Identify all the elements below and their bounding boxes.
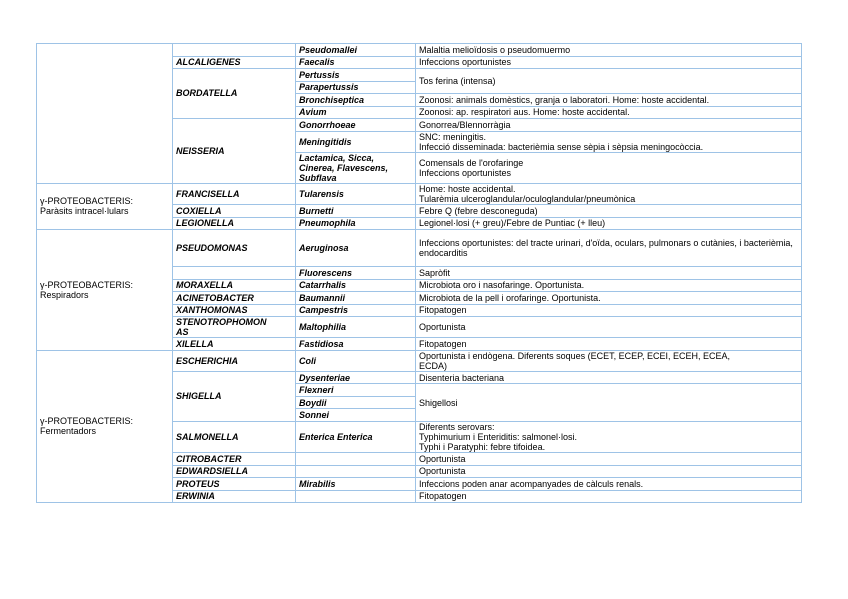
genus-cell: BORDATELLA — [173, 69, 296, 119]
species-cell: Catarrhalis — [296, 279, 416, 292]
genus-cell: SHIGELLA — [173, 371, 296, 421]
species-cell: Meningitidis — [296, 131, 416, 152]
species-cell: Sonnei — [296, 409, 416, 422]
species-cell: Boydii — [296, 396, 416, 409]
description-cell: Legionel·losi (+ greu)/Febre de Puntiac (+ lleu) — [416, 217, 802, 230]
group-cell: γ-PROTEOBACTERIS: Respiradors — [37, 230, 173, 351]
description-cell: Diferents serovars: Typhimurium i Enteriditis: salmonel·losi. Typhi i Paratyphi: febre tifoidea. — [416, 421, 802, 452]
description-cell: Shigellosi — [416, 384, 802, 422]
species-cell: Avium — [296, 106, 416, 119]
genus-cell: EDWARDSIELLA — [173, 465, 296, 478]
genus-cell — [173, 267, 296, 280]
description-cell: Fitopatogen — [416, 490, 802, 503]
genus-cell: ALCALIGENES — [173, 56, 296, 69]
species-cell: Maltophilia — [296, 317, 416, 338]
bacteria-table — [36, 43, 802, 503]
table-row — [37, 350, 802, 371]
species-cell — [296, 453, 416, 466]
species-cell: Coli — [296, 350, 416, 371]
genus-cell: MORAXELLA — [173, 279, 296, 292]
species-cell: Mirabilis — [296, 478, 416, 491]
description-cell: Oportunista — [416, 317, 802, 338]
genus-cell: XANTHOMONAS — [173, 304, 296, 317]
description-cell: Disenteria bacteriana — [416, 371, 802, 384]
description-cell: Sapròfit — [416, 267, 802, 280]
species-cell: Faecalis — [296, 56, 416, 69]
group-cell: γ-PROTEOBACTERIS: Paràsits intracel·lulars — [37, 183, 173, 229]
description-cell: Oportunista — [416, 465, 802, 478]
description-cell: Fitopatogen — [416, 304, 802, 317]
species-cell: Lactamica, Sicca, Cinerea, Flavescens, Subflava — [296, 152, 416, 183]
genus-cell: FRANCISELLA — [173, 183, 296, 204]
genus-cell: XILELLA — [173, 338, 296, 351]
description-cell: Comensals de l'orofaringe Infeccions oportunistes — [416, 152, 802, 183]
description-cell: Microbiota de la pell i orofaringe. Oportunista. — [416, 292, 802, 305]
species-cell: Parapertussis — [296, 81, 416, 94]
description-cell: Fitopatogen — [416, 338, 802, 351]
species-cell: Enterica Enterica — [296, 421, 416, 452]
description-cell: Gonorrea/Blennorràgia — [416, 119, 802, 132]
description-cell: Infeccions oportunistes: del tracte urinari, d'oïda, oculars, pulmonars o cutànies, i bacterièmia, endocarditis — [416, 230, 802, 267]
table-row — [37, 183, 802, 204]
description-cell: Oportunista i endògena. Diferents soques (ECET, ECEP, ECEI, ECEH, ECEA, ECDA) — [416, 350, 802, 371]
table-row — [37, 230, 802, 267]
group-cell: γ-PROTEOBACTERIS: Fermentadors — [37, 350, 173, 502]
species-cell: Pertussis — [296, 69, 416, 82]
species-cell: Campestris — [296, 304, 416, 317]
genus-cell: ERWINIA — [173, 490, 296, 503]
table-row — [37, 44, 802, 57]
species-cell: Pneumophila — [296, 217, 416, 230]
description-cell: Malaltia melioïdosis o pseudomuermo — [416, 44, 802, 57]
description-cell: Microbiota oro i nasofaringe. Oportunista. — [416, 279, 802, 292]
genus-cell: PROTEUS — [173, 478, 296, 491]
description-cell: Infeccions poden anar acompanyades de càlculs renals. — [416, 478, 802, 491]
species-cell: Gonorrhoeae — [296, 119, 416, 132]
genus-cell: STENOTROPHOMON AS — [173, 317, 296, 338]
genus-cell: COXIELLA — [173, 205, 296, 218]
species-cell — [296, 465, 416, 478]
description-cell: Infeccions oportunistes — [416, 56, 802, 69]
description-cell: Home: hoste accidental. Tularèmia ulceroglandular/oculoglandular/pneumònica — [416, 183, 802, 204]
species-cell: Burnetti — [296, 205, 416, 218]
species-cell: Fluorescens — [296, 267, 416, 280]
genus-cell: ESCHERICHIA — [173, 350, 296, 371]
species-cell — [296, 490, 416, 503]
genus-cell: LEGIONELLA — [173, 217, 296, 230]
species-cell: Baumannii — [296, 292, 416, 305]
description-cell: Zoonosi: ap. respiratori aus. Home: hoste accidental. — [416, 106, 802, 119]
description-cell: Zoonosi: animals domèstics, granja o laboratori. Home: hoste accidental. — [416, 94, 802, 107]
species-cell: Tularensis — [296, 183, 416, 204]
genus-cell: SALMONELLA — [173, 421, 296, 452]
species-cell: Flexneri — [296, 384, 416, 397]
description-cell: SNC: meningitis. Infecció disseminada: bacterièmia sense sèpia i sèpsia meningocòccia. — [416, 131, 802, 152]
species-cell: Aeruginosa — [296, 230, 416, 267]
description-cell: Tos ferina (intensa) — [416, 69, 802, 94]
description-cell: Oportunista — [416, 453, 802, 466]
genus-cell: PSEUDOMONAS — [173, 230, 296, 267]
species-cell: Dysenteriae — [296, 371, 416, 384]
species-cell: Bronchiseptica — [296, 94, 416, 107]
genus-cell: CITROBACTER — [173, 453, 296, 466]
genus-cell: ACINETOBACTER — [173, 292, 296, 305]
genus-cell — [173, 44, 296, 57]
species-cell: Fastidiosa — [296, 338, 416, 351]
species-cell: Pseudomallei — [296, 44, 416, 57]
genus-cell: NEISSERIA — [173, 119, 296, 184]
group-cell — [37, 44, 173, 184]
description-cell: Febre Q (febre desconeguda) — [416, 205, 802, 218]
